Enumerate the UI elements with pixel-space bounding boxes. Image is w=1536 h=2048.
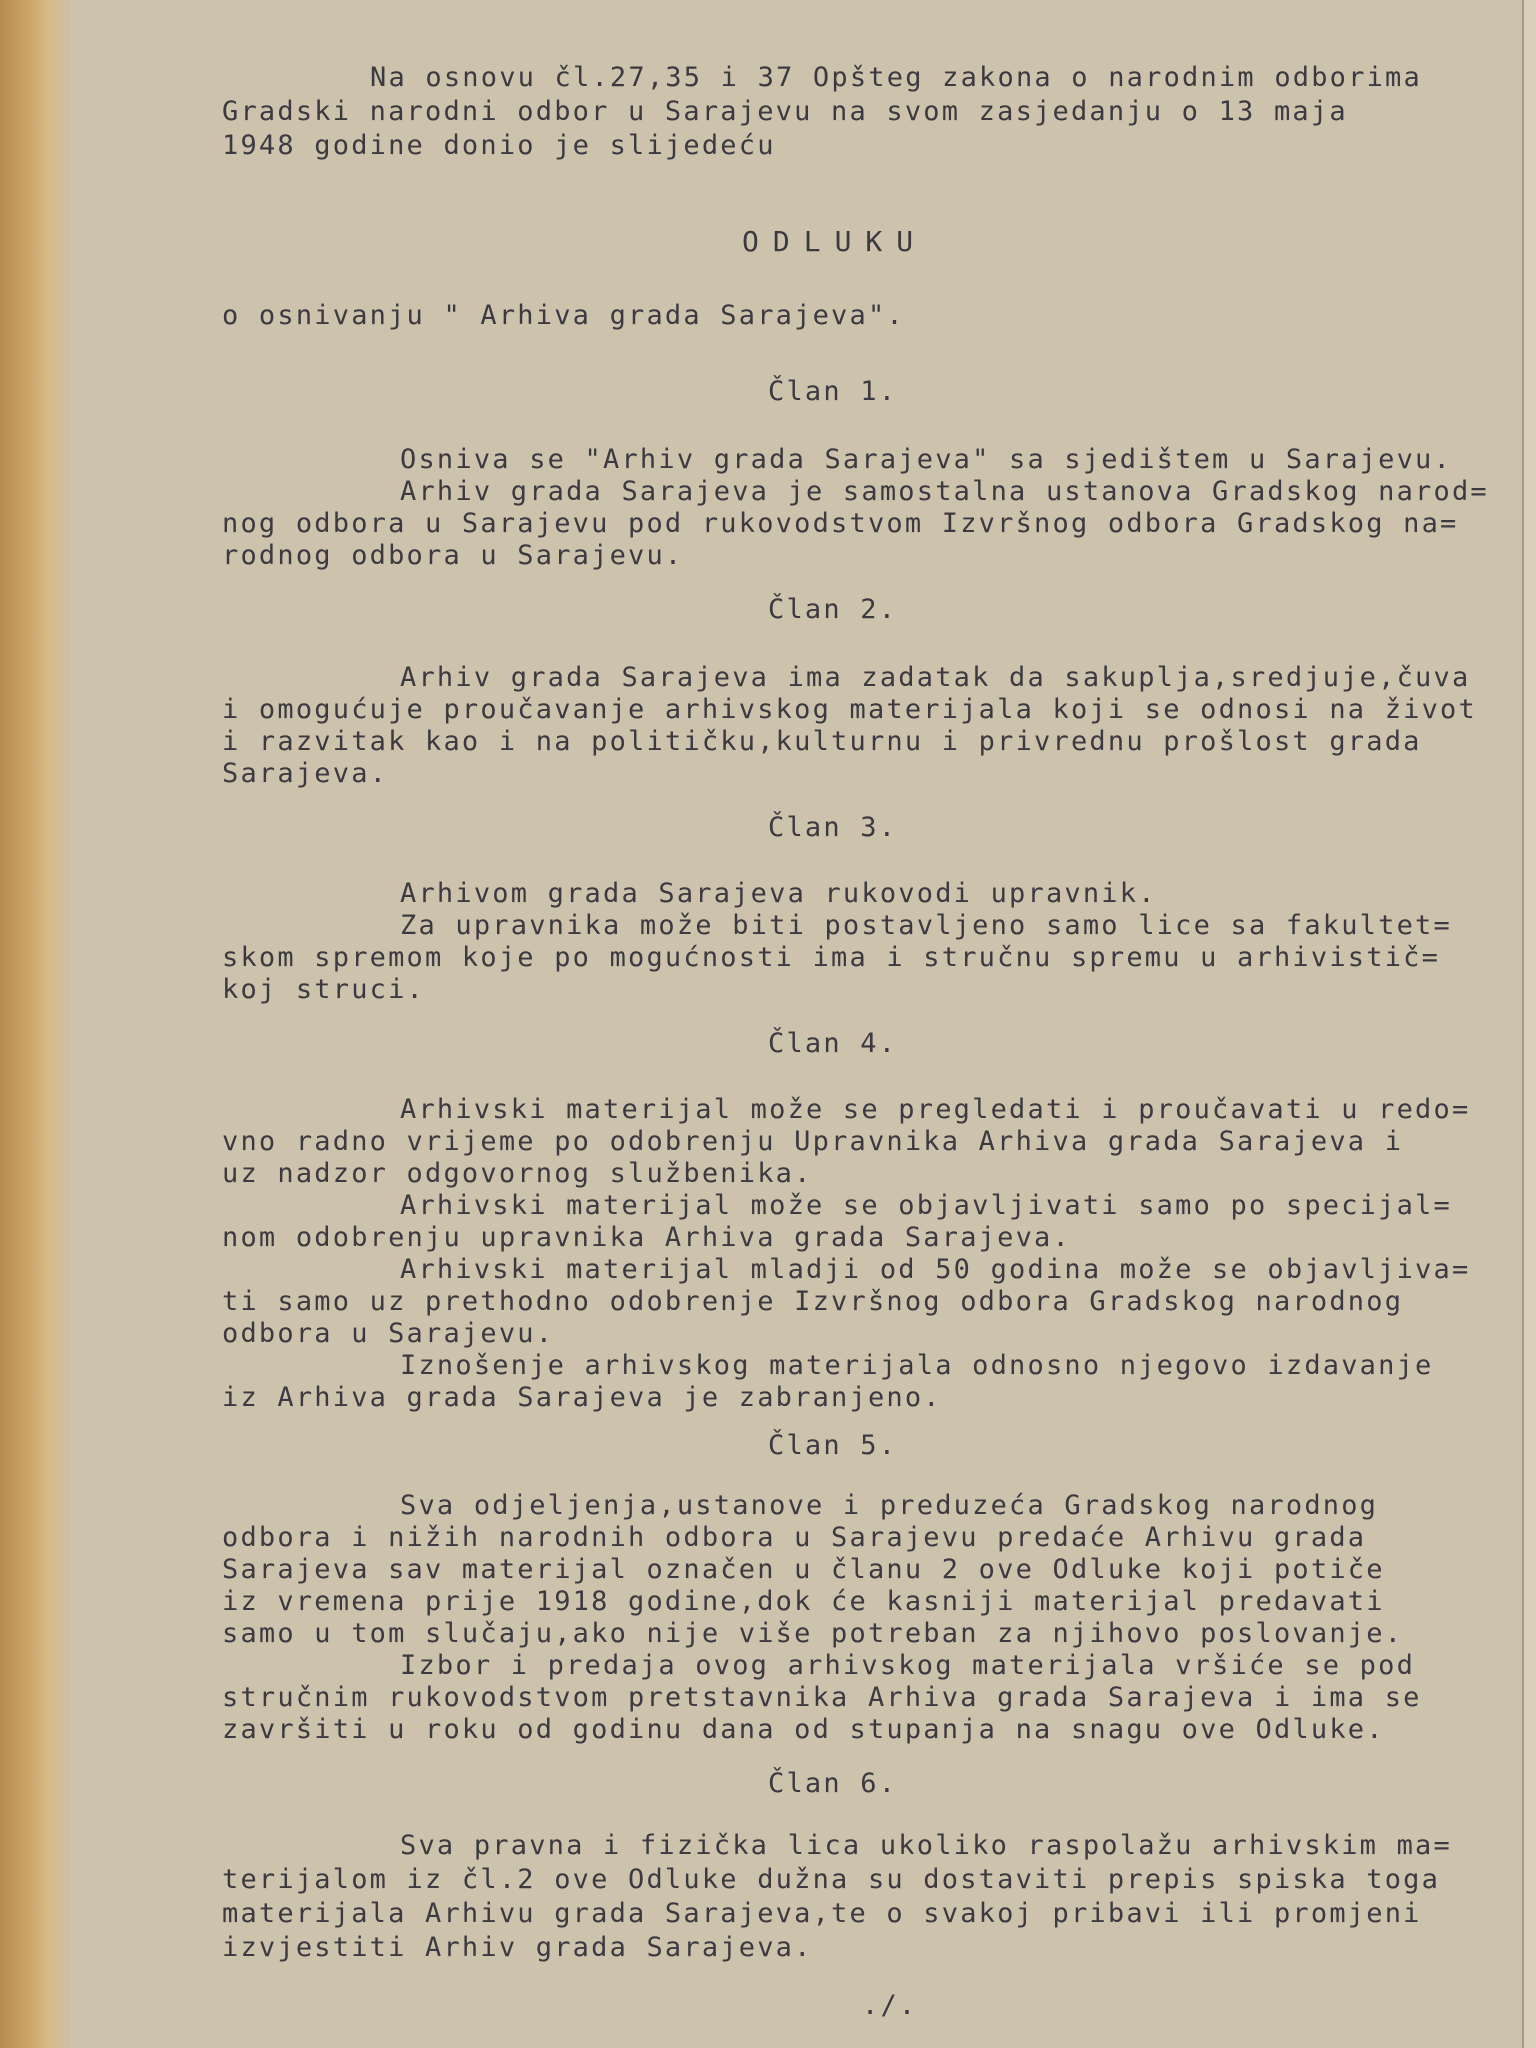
article-5-line: Sarajeva sav materijal označen u članu 2 ove Odluke koji potiče [222,1554,1385,1585]
preamble-line-3: 1948 godine donio je slijedeću [222,130,776,161]
article-3-line: Arhivom grada Sarajeva rukovodi upravnik. [400,878,1157,909]
article-2-line: i omogućuje proučavanje arhivskog materijala koji se odnosi na život [222,694,1477,725]
document-subtitle: o osnivanju " Arhiva grada Sarajeva". [222,300,905,331]
article-4-heading: Član 4. [768,1028,898,1059]
article-1-line: nog odbora u Sarajevu pod rukovodstvom Izvršnog odbora Gradskog na= [222,508,1459,539]
paper-left-edge [0,0,70,2048]
article-6-line: materijala Arhivu grada Sarajeva,te o svakoj pribavi ili promjeni [222,1898,1422,1929]
article-4-line: nom odobrenju upravnika Arhiva grada Sarajeva. [222,1222,1071,1253]
article-1-line: Osniva se "Arhiv grada Sarajeva" sa sjedištem u Sarajevu. [400,444,1452,475]
document-title: ODLUKU [742,225,928,258]
article-3-line: koj struci. [222,974,426,1005]
preamble-line-2: Gradski narodni odbor u Sarajevu na svom zasjedanju o 13 maja [222,96,1348,127]
article-6-line: Sva pravna i fizička lica ukoliko raspolažu arhivskim ma= [400,1830,1452,1861]
article-5-line: Sva odjeljenja,ustanove i preduzeća Gradskog narodnog [400,1490,1379,1521]
article-4-line: iz Arhiva grada Sarajeva je zabranjeno. [222,1382,942,1413]
article-1-line: Arhiv grada Sarajeva je samostalna ustanova Gradskog narod= [400,476,1489,507]
paper-right-edge [1522,0,1536,2048]
article-6-heading: Član 6. [768,1768,898,1799]
article-2-heading: Član 2. [768,594,898,625]
article-4-line: uz nadzor odgovornog službenika. [222,1158,813,1189]
article-3-line: Za upravnika može biti postavljeno samo lice sa fakultet= [400,910,1452,941]
article-6-line: izvjestiti Arhiv grada Sarajeva. [222,1932,813,1963]
article-5-heading: Član 5. [768,1430,898,1461]
page-continuation-mark: ./. [862,1990,918,2021]
article-5-line: samo u tom slučaju,ako nije više potreban za njihovo poslovanje. [222,1618,1404,1649]
article-4-line: vno radno vrijeme po odobrenju Upravnika Arhiva grada Sarajeva i [222,1126,1404,1157]
article-5-line: iz vremena prije 1918 godine,dok će kasniji materijal predavati [222,1586,1385,1617]
article-4-line: Iznošenje arhivskog materijala odnosno njegovo izdavanje [400,1350,1434,1381]
article-1-line: rodnog odbora u Sarajevu. [222,540,684,571]
article-5-line: odbora i nižih narodnih odbora u Sarajevu predaće Arhivu grada [222,1522,1367,1553]
article-2-line: Arhiv grada Sarajeva ima zadatak da sakuplja,sredjuje,čuva [400,662,1471,693]
article-6-line: terijalom iz čl.2 ove Odluke dužna su dostaviti prepis spiska toga [222,1864,1441,1895]
preamble-line-1: Na osnovu čl.27,35 i 37 Opšteg zakona o narodnim odborima [370,62,1422,93]
article-4-line: Arhivski materijal mladji od 50 godina može se objavljiva= [400,1254,1471,1285]
article-2-line: Sarajeva. [222,758,389,789]
article-5-line: Izbor i predaja ovog arhivskog materijala vršiće se pod [400,1650,1416,1681]
article-4-line: Arhivski materijal može se objavljivati samo po specijal= [400,1190,1452,1221]
article-4-line: Arhivski materijal može se pregledati i proučavati u redo= [400,1094,1471,1125]
article-4-line: ti samo uz prethodno odobrenje Izvršnog odbora Gradskog narodnog [222,1286,1404,1317]
article-5-line: završiti u roku od godinu dana od stupanja na snagu ove Odluke. [222,1714,1385,1745]
article-3-line: skom spremom koje po mogućnosti ima i stručnu spremu u arhivistič= [222,942,1441,973]
article-3-heading: Član 3. [768,812,898,843]
article-5-line: stručnim rukovodstvom pretstavnika Arhiva grada Sarajeva i ima se [222,1682,1422,1713]
article-4-line: odbora u Sarajevu. [222,1318,555,1349]
article-1-heading: Član 1. [768,376,898,407]
article-2-line: i razvitak kao i na političku,kulturnu i privrednu prošlost grada [222,726,1422,757]
